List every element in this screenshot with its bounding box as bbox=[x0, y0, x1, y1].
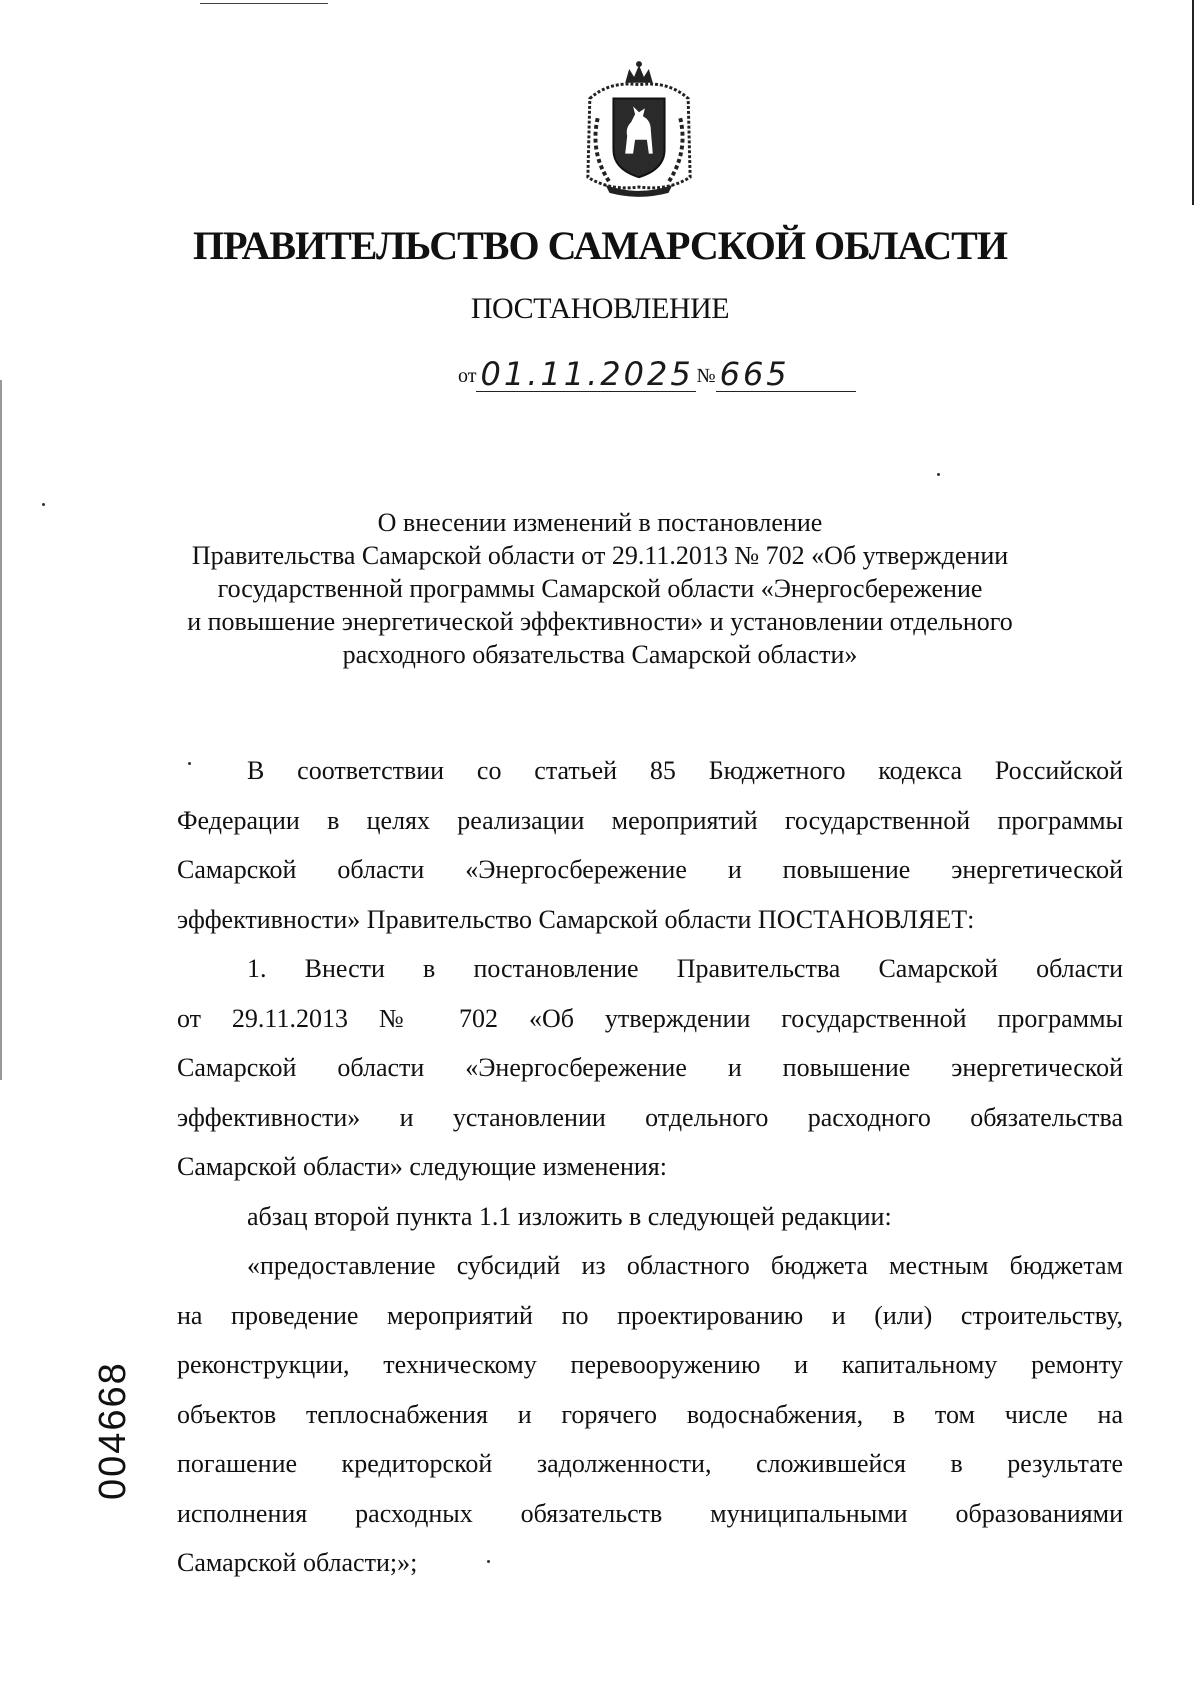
side-serial-number: 004668 bbox=[92, 1361, 134, 1500]
body-line: от 29.11.2013 № 702 «Об утверждении государственной программы bbox=[177, 1003, 1123, 1033]
body-line: Самарской области «Энергосбережение и повышение энергетической bbox=[177, 855, 1123, 884]
date-number-row bbox=[458, 352, 856, 392]
subject-line: государственной программы Самарской области «Энергосбережение bbox=[217, 574, 983, 603]
document-date: 01.11.2025 bbox=[476, 357, 696, 392]
body-line: объектов теплоснабжения и горячего водоснабжения, в том числе на bbox=[177, 1399, 1123, 1429]
number-prefix: № bbox=[696, 365, 716, 387]
scan-edge-left bbox=[0, 380, 2, 1080]
document-body bbox=[177, 746, 1123, 1588]
subject-line: и повышение энергетической эффективности» и установлении отдельного bbox=[187, 607, 1013, 636]
body-line: на проведение мероприятий по проектированию и (или) строительству, bbox=[177, 1300, 1123, 1330]
scan-speck bbox=[937, 473, 940, 476]
subject-line: Правительства Самарской области от 29.11.2013 № 702 «Об утверждении bbox=[191, 541, 1009, 570]
body-line: Самарской области;»; bbox=[177, 1548, 418, 1577]
body-line: Самарской области «Энергосбережение и повышение энергетической bbox=[177, 1053, 1123, 1082]
document-type: ПОСТАНОВЛЕНИЕ bbox=[470, 292, 730, 325]
scan-speck bbox=[42, 503, 45, 506]
scan-edge-top bbox=[200, 3, 328, 4]
body-line: Федерации в целях реализации мероприятий государственной программы bbox=[177, 805, 1123, 835]
body-line: В соответствии со статьей 85 Бюджетного кодекса Российской bbox=[247, 756, 1123, 785]
date-prefix: от bbox=[458, 365, 477, 387]
body-line: «предоставление субсидий из областного бюджета местным бюджетам bbox=[247, 1251, 1123, 1280]
body-line: погашение кредиторской задолженности, сложившейся в результате bbox=[177, 1449, 1123, 1478]
subject-line: расходного обязательства Самарской области» bbox=[342, 640, 858, 669]
document-number: 665 bbox=[716, 357, 856, 392]
document-subject bbox=[150, 506, 1050, 671]
body-line: эффективности» Правительство Самарской области ПОСТАНОВЛЯЕТ: bbox=[177, 904, 975, 934]
body-line: Самарской области» следующие изменения: bbox=[177, 1152, 667, 1181]
samara-coat-of-arms-icon bbox=[580, 58, 698, 198]
body-line: 1. Внести в постановление Правительства Самарской области bbox=[247, 954, 1123, 983]
scan-edge-right bbox=[1192, 0, 1194, 205]
government-name: ПРАВИТЕЛЬСТВО САМАРСКОЙ ОБЛАСТИ bbox=[193, 223, 1007, 268]
body-line: эффективности» и установлении отдельного расходного обязательства bbox=[177, 1102, 1123, 1132]
body-line: абзац второй пункта 1.1 изложить в следующей редакции: bbox=[247, 1201, 892, 1231]
subject-line: О внесении изменений в постановление bbox=[377, 508, 823, 537]
body-line: исполнения расходных обязательств муниципальными образованиями bbox=[177, 1498, 1123, 1528]
body-line: реконструкции, техническому перевооружению и капитальному ремонту bbox=[177, 1350, 1123, 1379]
